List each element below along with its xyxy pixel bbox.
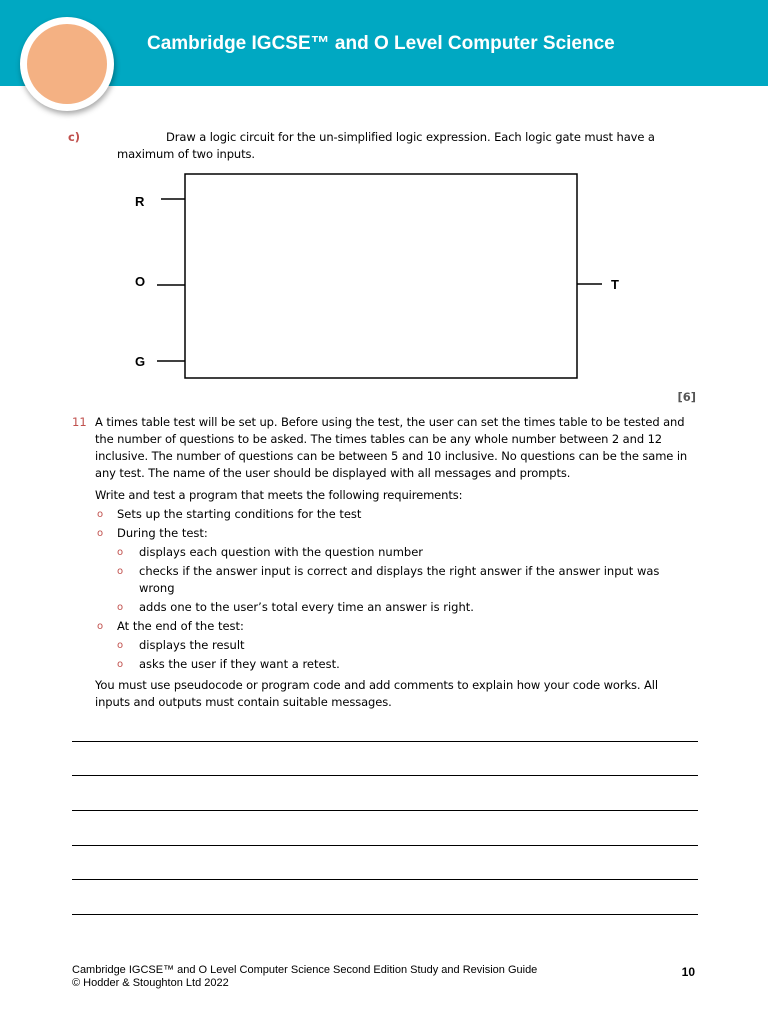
circuit-drawing-area[interactable] [185,174,577,378]
footer-book-title: Cambridge IGCSE™ and O Level Computer Science Second Edition Study and Revision Guide [72,964,538,976]
requirement-item [95,506,695,523]
requirements-list [95,504,695,673]
part-c-instruction [68,129,677,163]
sub-requirement-text: asks the user if they want a retest. [139,657,340,671]
logo-circle-inner [27,24,107,104]
input-label-g: G [135,354,146,369]
sub-requirement-item [95,656,695,673]
input-label-r: R [135,194,145,209]
requirement-text: During the test: [117,526,208,540]
page-number: 10 [681,965,695,979]
bullet-circle-icon: o [117,547,124,558]
logic-circuit-box [120,165,640,385]
part-c-text: Draw a logic circuit for the un-simplified logic expression. Each logic gate must have a maximum of two inputs. [117,130,655,161]
answer-line[interactable] [72,775,698,776]
bullet-circle-icon: o [97,528,104,539]
bullet-circle-icon: o [117,640,124,651]
question-task: Write and test a program that meets the following requirements: [95,488,463,502]
part-c-label: c) [68,130,80,144]
sub-requirement-text: displays each question with the question number [139,545,424,559]
footer-copyright: © Hodder & Stoughton Ltd 2022 [72,977,229,989]
input-label-o: O [135,274,146,289]
sub-requirement-text: checks if the answer input is correct and displays the right answer if the answer input was wrong [139,564,660,595]
requirement-item [95,618,695,635]
bullet-circle-icon: o [97,509,104,520]
requirement-text: At the end of the test: [117,619,244,633]
sub-requirement-item [95,637,695,654]
bullet-circle-icon: o [117,659,124,670]
sub-requirement-item [95,544,695,561]
answer-line[interactable] [72,914,698,915]
answer-line[interactable] [72,741,698,742]
logo-circle [20,17,114,111]
requirement-item [95,525,695,542]
question-number: 11 [72,415,87,429]
sub-requirement-text: displays the result [139,638,245,652]
page-header-title: Cambridge IGCSE™ and O Level Computer Science [147,33,615,54]
sub-requirement-item [95,563,695,597]
sub-requirement-item [95,599,695,616]
bullet-circle-icon: o [117,602,124,613]
bullet-circle-icon: o [97,621,104,632]
output-label-t: T [611,277,619,292]
question-closing: You must use pseudocode or program code and add comments to explain how your code works. All inputs and outputs must contain suitable messages. [95,678,658,709]
marks-label: [6] [677,390,696,404]
footer-credits [72,964,537,990]
bullet-circle-icon: o [117,566,124,577]
answer-line[interactable] [72,845,698,846]
answer-line[interactable] [72,810,698,811]
question-intro: A times table test will be set up. Before using the test, the user can set the times table to be tested and the number of questions to be asked. The times tables can be any whole number between 2 and 12 inclusive. The number of questions can be between 5 and 10 inclusive. No questions can be the same in any test. The name of the user should be displayed with all messages and prompts. [95,415,688,480]
sub-requirement-text: adds one to the user’s total every time an answer is right. [139,600,474,614]
answer-line[interactable] [72,879,698,880]
requirement-text: Sets up the starting conditions for the test [117,507,362,521]
